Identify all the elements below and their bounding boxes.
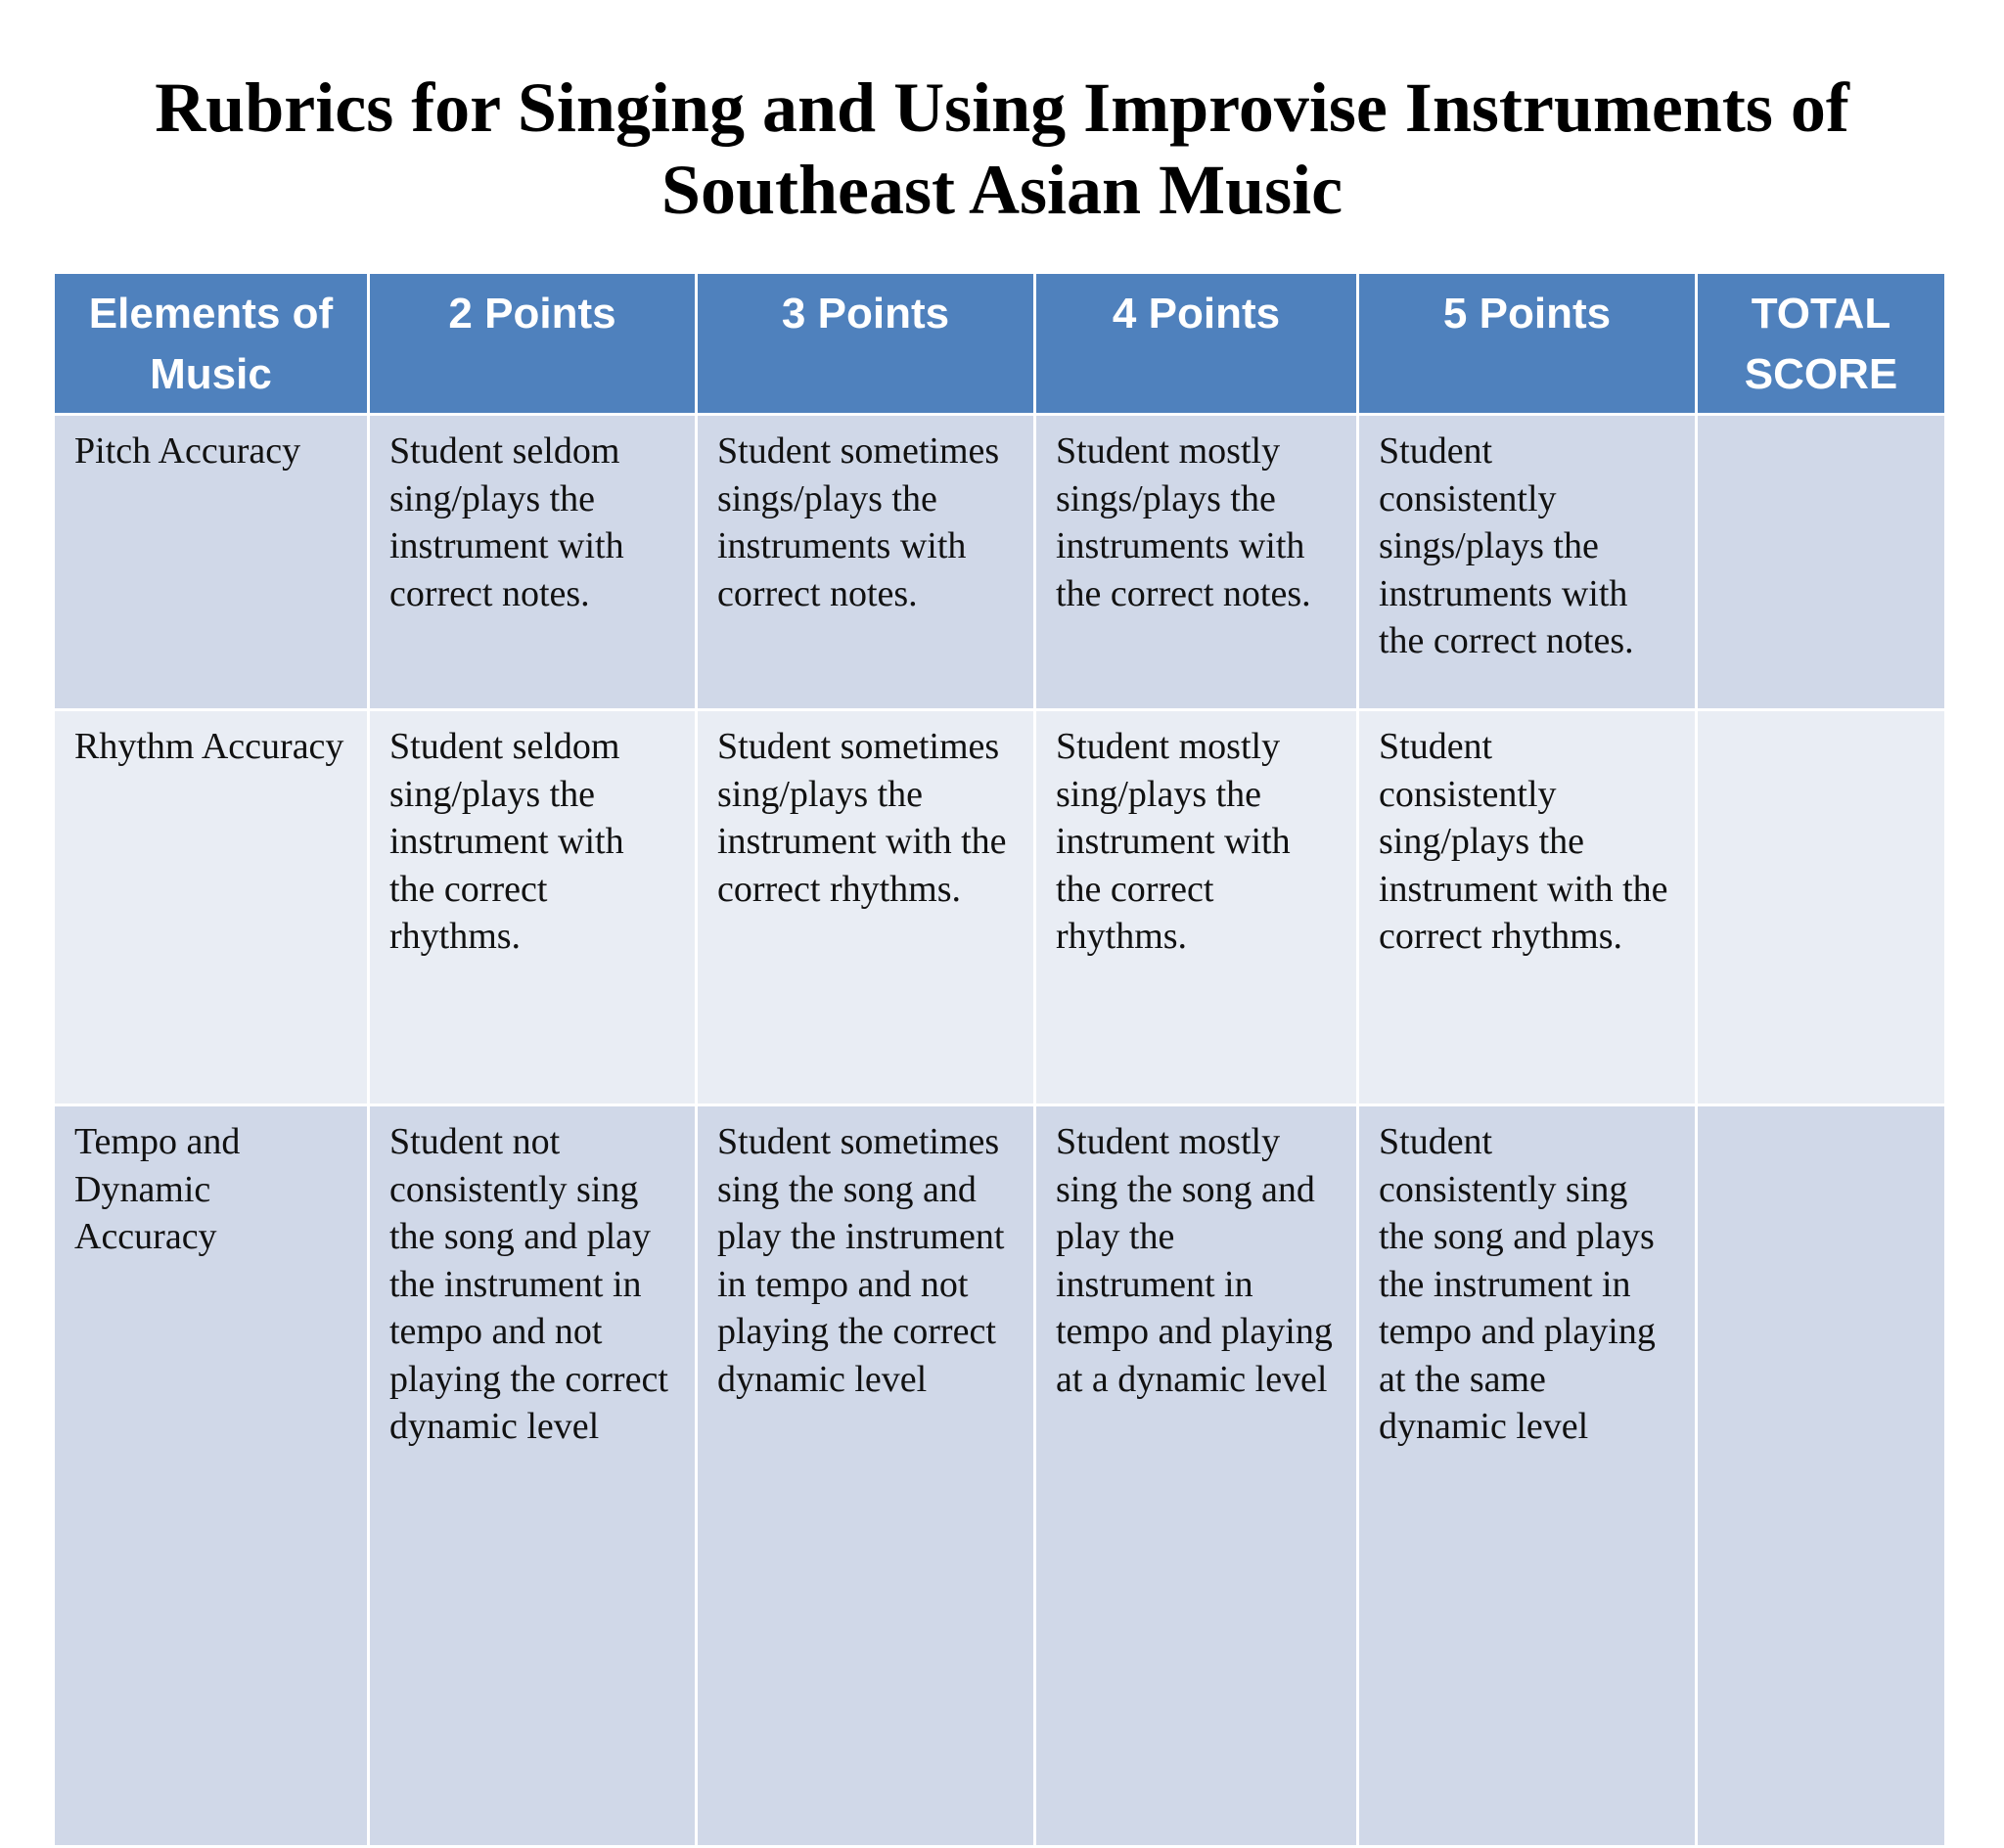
header-3-points: 3 Points (697, 273, 1035, 415)
total-score-cell (1697, 1105, 1946, 1847)
header-4-points: 4 Points (1035, 273, 1358, 415)
criteria-cell-3-points: Student sometimes sing the song and play the instrument in tempo and not playing the correct dynamic level (697, 1105, 1035, 1847)
page-title (0, 67, 2004, 231)
criteria-cell-2-points: Student not consistently sing the song and play the instrument in tempo and not playing the correct dynamic level (369, 1105, 697, 1847)
criteria-cell-5-points: Student consistently sing the song and plays the instrument in tempo and playing at the same dynamic level (1358, 1105, 1697, 1847)
criteria-cell-3-points: Student sometimes sing/plays the instrument with the correct rhythms. (697, 710, 1035, 1105)
criteria-cell-2-points: Student seldom sing/plays the instrument with correct notes. (369, 415, 697, 710)
criteria-cell-4-points: Student mostly sings/plays the instruments with the correct notes. (1035, 415, 1358, 710)
criteria-cell-3-points: Student sometimes sings/plays the instruments with correct notes. (697, 415, 1035, 710)
table-row-tempo-dynamic-accuracy (54, 1105, 1946, 1847)
title-line-1: Rubrics for Singing and Using Improvise Instruments of (155, 68, 1849, 147)
header-total-score: TOTAL SCORE (1697, 273, 1946, 415)
total-score-cell (1697, 710, 1946, 1105)
criteria-cell-5-points: Student consistently sings/plays the instruments with the correct notes. (1358, 415, 1697, 710)
criteria-cell-5-points: Student consistently sing/plays the instrument with the correct rhythms. (1358, 710, 1697, 1105)
header-row (54, 273, 1946, 415)
rubric-table (52, 271, 1947, 1848)
table-row-pitch-accuracy (54, 415, 1946, 710)
header-5-points: 5 Points (1358, 273, 1697, 415)
element-label: Tempo and Dynamic Accuracy (54, 1105, 369, 1847)
element-label: Rhythm Accuracy (54, 710, 369, 1105)
total-score-cell (1697, 415, 1946, 710)
element-label: Pitch Accuracy (54, 415, 369, 710)
criteria-cell-2-points: Student seldom sing/plays the instrument with the correct rhythms. (369, 710, 697, 1105)
header-elements-of-music: Elements of Music (54, 273, 369, 415)
header-2-points: 2 Points (369, 273, 697, 415)
table-row-rhythm-accuracy (54, 710, 1946, 1105)
criteria-cell-4-points: Student mostly sing/plays the instrument with the correct rhythms. (1035, 710, 1358, 1105)
criteria-cell-4-points: Student mostly sing the song and play the instrument in tempo and playing at a dynamic level (1035, 1105, 1358, 1847)
title-line-2: Southeast Asian Music (660, 151, 1344, 229)
